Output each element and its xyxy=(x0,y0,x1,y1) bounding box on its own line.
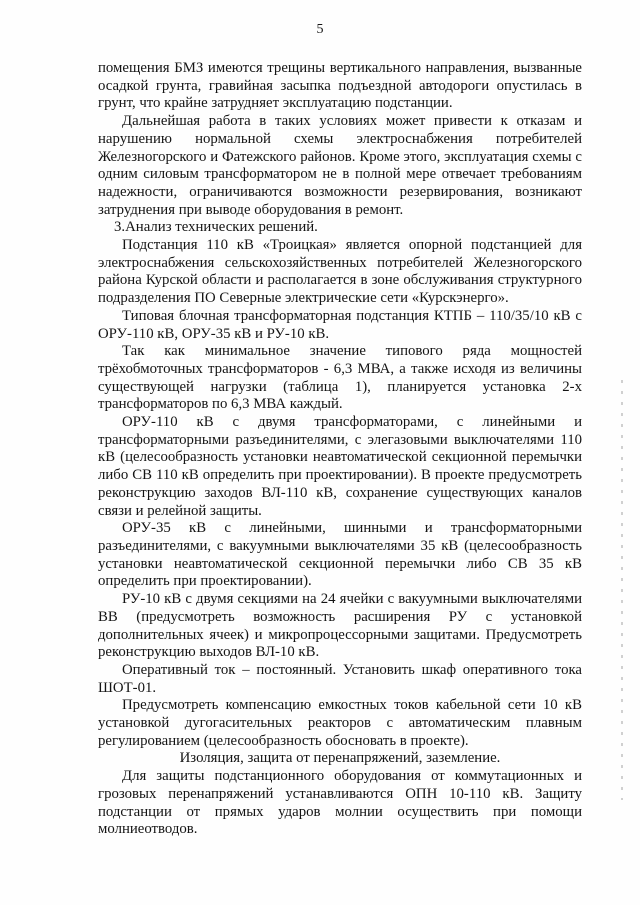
paragraph-ktpb: Типовая блочная трансформаторная подстанция КТПБ – 110/35/10 кВ с ОРУ-110 кВ, ОРУ-35 кВ и РУ-10 кВ. xyxy=(98,307,582,342)
document-body xyxy=(98,60,582,839)
paragraph-compensation: Предусмотреть компенсацию емкостных токов кабельной сети 10 кВ установкой дугогасительных реакторов с автоматическим плавным регулированием (целесообразность обосновать в проекте). xyxy=(98,697,582,749)
paragraph-substation-troitskaya: Подстанция 110 кВ «Троицкая» является опорной подстанцией для электроснабжения сельскохозяйственных потребителей Железногорского района Курской области и располагается в зоне обслуживания структурного подразделения ПО Северные электрические сети «Курскэнерго». xyxy=(98,237,582,307)
paragraph-oru-35: ОРУ-35 кВ с линейными, шинными и трансформаторными разъединителями, с вакуумными выключателями 35 кВ (целесообразность установки неавтоматической секционной перемычки либо СВ 35 кВ определить при проектировании). xyxy=(98,520,582,590)
paragraph-ru-10: РУ-10 кВ с двумя секциями на 24 ячейки с вакуумными выключателями ВВ (предусмотреть возможность расширения РУ с установкой дополнительных ячеек) и микропроцессорными защитами. Предусмотреть реконструкцию выходов ВЛ-10 кВ. xyxy=(98,591,582,661)
paragraph-transformers: Так как минимальное значение типового ряда мощностей трёхобмоточных трансформаторов - 6,3 МВА, а также исходя из величины существующей нагрузки (таблица 1), планируется установка 2-х трансформаторов по 6,3 МВА каждый. xyxy=(98,343,582,413)
paragraph-surge-protection: Для защиты подстанционного оборудования от коммутационных и грозовых перенапряжений устанавливаются ОПН 10-110 кВ. Защиту подстанции от прямых ударов молнии осуществить при помощи молниеотводов. xyxy=(98,768,582,838)
paragraph-further-operation: Дальнейшая работа в таких условиях может привести к отказам и нарушению нормальной схемы электроснабжения потребителей Железногорского и Фатежского районов. Кроме этого, эксплуатация схемы с одним силовым трансформатором не в полной мере отвечает требованиям надежности, ограничиваются возможности резервирования, возникают затруднения при выводе оборудования в ремонт. xyxy=(98,113,582,218)
paragraph-oru-110: ОРУ-110 кВ с двумя трансформаторами, с линейными и трансформаторными разъединителями, с элегазовыми выключателями 110 кВ (целесообразность установки неавтоматической секционной перемычки либо СВ 110 кВ определить при проектировании). В проекте предусмотреть реконструкцию заходов ВЛ-110 кВ, сохранение существующих каналов связи и релейной защиты. xyxy=(98,414,582,519)
paragraph-bmz-cracks: помещения БМЗ имеются трещины вертикального направления, вызванные осадкой грунта, гравийная засыпка подъездной автодороги опустилась в грунт, что крайне затрудняет эксплуатацию подстанции. xyxy=(98,60,582,112)
scan-edge-mark xyxy=(621,380,623,800)
page-number: 5 xyxy=(316,22,324,37)
section-heading-insulation: Изоляция, защита от перенапряжений, заземление. xyxy=(179,750,501,767)
paragraph-operating-current: Оперативный ток – постоянный. Установить шкаф оперативного тока ШОТ-01. xyxy=(98,661,582,696)
section-heading-analysis: 3.Анализ технических решений. xyxy=(114,219,318,236)
